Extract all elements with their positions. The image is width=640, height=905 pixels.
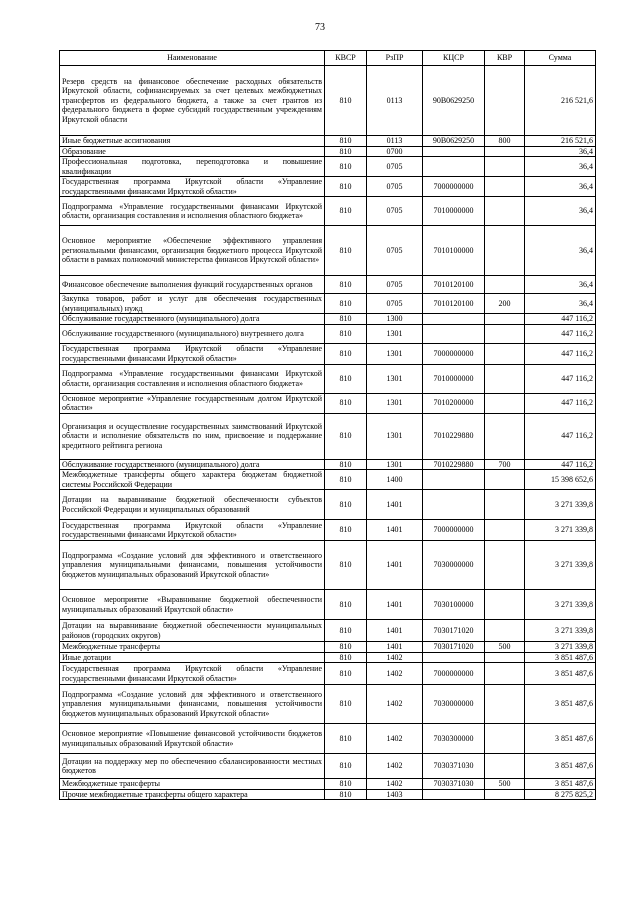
- row-sum-cell: 3 271 339,8: [525, 490, 596, 520]
- row-kvr-cell: [485, 364, 525, 393]
- row-sum-cell: 447 116,2: [525, 413, 596, 459]
- row-kvr-cell: 500: [485, 642, 525, 653]
- table-row: [60, 226, 596, 276]
- row-rzpr-cell: 0705: [367, 197, 423, 226]
- row-name-cell: Государственная программа Иркутской области «Управление государственными финансами Иркутской области»: [60, 177, 325, 197]
- column-header-kvsr: КВСР: [325, 51, 367, 66]
- table-row: [60, 197, 596, 226]
- row-kvsr-cell: 810: [325, 343, 367, 364]
- row-kvsr-cell: 810: [325, 157, 367, 177]
- row-rzpr-cell: 1301: [367, 393, 423, 413]
- table-row: [60, 520, 596, 541]
- table-row: [60, 459, 596, 470]
- table-header-row: [60, 51, 596, 66]
- row-kcsr-cell: [423, 652, 485, 663]
- row-sum-cell: 36,4: [525, 177, 596, 197]
- row-name-cell: Резерв средств на финансовое обеспечение расходных обязательств Иркутской области, софинансируемых за счет целевых межбюджетных трансфертов из федерального бюджета, а также за счет грантов из федерального бюджета в форме субсидий государственным учреждениям Иркутской области: [60, 66, 325, 136]
- row-rzpr-cell: 1402: [367, 779, 423, 790]
- row-kvsr-cell: 810: [325, 663, 367, 685]
- row-name-cell: Межбюджетные трансферты общего характера бюджетам бюджетной системы Российской Федерации: [60, 470, 325, 490]
- row-name-cell: Государственная программа Иркутской области «Управление государственными финансами Иркутской области»: [60, 520, 325, 541]
- row-name-cell: Основное мероприятие «Управление государственным долгом Иркутской области»: [60, 393, 325, 413]
- table-row: [60, 652, 596, 663]
- row-rzpr-cell: 0705: [367, 226, 423, 276]
- row-sum-cell: 447 116,2: [525, 343, 596, 364]
- row-kcsr-cell: 7010200000: [423, 393, 485, 413]
- table-row: [60, 157, 596, 177]
- row-name-cell: Подпрограмма «Управление государственными финансами Иркутской области, организация составления и исполнения областного бюджета»: [60, 197, 325, 226]
- row-rzpr-cell: 0705: [367, 276, 423, 294]
- row-kvr-cell: [485, 343, 525, 364]
- row-kvsr-cell: 810: [325, 459, 367, 470]
- row-kvr-cell: [485, 146, 525, 157]
- row-name-cell: Обслуживание государственного (муниципального) внутреннего долга: [60, 324, 325, 343]
- row-rzpr-cell: 1301: [367, 324, 423, 343]
- row-kcsr-cell: 7000000000: [423, 663, 485, 685]
- row-rzpr-cell: 1401: [367, 620, 423, 642]
- row-kcsr-cell: 7030000000: [423, 685, 485, 724]
- row-rzpr-cell: 0705: [367, 294, 423, 314]
- row-rzpr-cell: 0113: [367, 66, 423, 136]
- row-kcsr-cell: 7030300000: [423, 724, 485, 754]
- row-sum-cell: 36,4: [525, 146, 596, 157]
- row-kcsr-cell: 7010229880: [423, 459, 485, 470]
- row-sum-cell: 447 116,2: [525, 364, 596, 393]
- table-row: [60, 146, 596, 157]
- row-rzpr-cell: 1402: [367, 652, 423, 663]
- row-rzpr-cell: 1402: [367, 663, 423, 685]
- row-kvsr-cell: 810: [325, 146, 367, 157]
- row-kcsr-cell: 7010120100: [423, 294, 485, 314]
- budget-table: [59, 50, 596, 800]
- column-header-kvr: КВР: [485, 51, 525, 66]
- row-kcsr-cell: 90В0629250: [423, 136, 485, 147]
- row-sum-cell: 3 271 339,8: [525, 620, 596, 642]
- row-kvr-cell: [485, 393, 525, 413]
- row-kvsr-cell: 810: [325, 276, 367, 294]
- row-kvr-cell: 200: [485, 294, 525, 314]
- row-name-cell: Иные дотации: [60, 652, 325, 663]
- row-name-cell: Подпрограмма «Создание условий для эффективного и ответственного управления муниципальными финансами, повышения устойчивости бюджетов муниципальных образований Иркутской области»: [60, 541, 325, 590]
- row-kcsr-cell: 7010229880: [423, 413, 485, 459]
- row-name-cell: Подпрограмма «Создание условий для эффективного и ответственного управления муниципальными финансами, повышения устойчивости бюджетов муниципальных образований Иркутской области»: [60, 685, 325, 724]
- table-row: [60, 314, 596, 325]
- row-kvsr-cell: 810: [325, 789, 367, 800]
- row-rzpr-cell: 1301: [367, 364, 423, 393]
- table-row: [60, 620, 596, 642]
- row-sum-cell: 3 271 339,8: [525, 541, 596, 590]
- row-kvr-cell: [485, 541, 525, 590]
- row-kvsr-cell: 810: [325, 413, 367, 459]
- row-name-cell: Межбюджетные трансферты: [60, 779, 325, 790]
- table-row: [60, 324, 596, 343]
- row-kcsr-cell: 7010000000: [423, 364, 485, 393]
- row-rzpr-cell: 1400: [367, 470, 423, 490]
- row-name-cell: Профессиональная подготовка, переподготовка и повышение квалификации: [60, 157, 325, 177]
- row-kcsr-cell: 7000000000: [423, 177, 485, 197]
- row-kvsr-cell: 810: [325, 779, 367, 790]
- row-rzpr-cell: 0705: [367, 157, 423, 177]
- row-kvr-cell: [485, 177, 525, 197]
- row-kcsr-cell: [423, 490, 485, 520]
- row-rzpr-cell: 1403: [367, 789, 423, 800]
- row-rzpr-cell: 1402: [367, 724, 423, 754]
- row-kvr-cell: [485, 226, 525, 276]
- row-kvsr-cell: 810: [325, 324, 367, 343]
- table-row: [60, 685, 596, 724]
- table-row: [60, 136, 596, 147]
- row-kvr-cell: [485, 197, 525, 226]
- row-name-cell: Обслуживание государственного (муниципального) долга: [60, 459, 325, 470]
- row-rzpr-cell: 1402: [367, 754, 423, 779]
- row-rzpr-cell: 1300: [367, 314, 423, 325]
- row-kvr-cell: [485, 157, 525, 177]
- row-kvsr-cell: 810: [325, 470, 367, 490]
- row-sum-cell: 8 275 825,2: [525, 789, 596, 800]
- row-kvr-cell: [485, 652, 525, 663]
- row-kvr-cell: [485, 324, 525, 343]
- row-kcsr-cell: 7030000000: [423, 541, 485, 590]
- row-kvr-cell: [485, 620, 525, 642]
- row-name-cell: Дотации на выравнивание бюджетной обеспеченности субъектов Российской Федерации и муниципальных образований: [60, 490, 325, 520]
- table-row: [60, 343, 596, 364]
- row-name-cell: Финансовое обеспечение выполнения функций государственных органов: [60, 276, 325, 294]
- row-kvsr-cell: 810: [325, 490, 367, 520]
- table-row: [60, 663, 596, 685]
- row-kvsr-cell: 810: [325, 652, 367, 663]
- row-rzpr-cell: 1401: [367, 490, 423, 520]
- row-kvr-cell: [485, 470, 525, 490]
- row-sum-cell: 36,4: [525, 276, 596, 294]
- table-row: [60, 590, 596, 620]
- row-name-cell: Дотации на поддержку мер по обеспечению сбалансированности местных бюджетов: [60, 754, 325, 779]
- row-name-cell: Государственная программа Иркутской области «Управление государственными финансами Иркутской области»: [60, 663, 325, 685]
- row-sum-cell: 3 271 339,8: [525, 590, 596, 620]
- row-name-cell: Прочие межбюджетные трансферты общего характера: [60, 789, 325, 800]
- row-sum-cell: 3 851 487,6: [525, 724, 596, 754]
- table-row: [60, 470, 596, 490]
- row-kvsr-cell: 810: [325, 314, 367, 325]
- row-sum-cell: 447 116,2: [525, 314, 596, 325]
- row-kvsr-cell: 810: [325, 590, 367, 620]
- table-row: [60, 724, 596, 754]
- row-kvr-cell: [485, 66, 525, 136]
- row-name-cell: Дотации на выравнивание бюджетной обеспеченности муниципальных районов (городских округов): [60, 620, 325, 642]
- row-rzpr-cell: 0113: [367, 136, 423, 147]
- row-sum-cell: 216 521,6: [525, 66, 596, 136]
- row-rzpr-cell: 1401: [367, 590, 423, 620]
- table-row: [60, 276, 596, 294]
- row-sum-cell: 3 851 487,6: [525, 685, 596, 724]
- row-kvsr-cell: 810: [325, 294, 367, 314]
- row-sum-cell: 447 116,2: [525, 324, 596, 343]
- row-rzpr-cell: 1401: [367, 541, 423, 590]
- table-row: [60, 789, 596, 800]
- table-row: [60, 66, 596, 136]
- row-rzpr-cell: 1301: [367, 459, 423, 470]
- row-name-cell: Основное мероприятие «Выравнивание бюджетной обеспеченности муниципальных образований Иркутской области»: [60, 590, 325, 620]
- row-name-cell: Основное мероприятие «Обеспечение эффективного управления региональными финансами, организация бюджетного процесса Иркутской области в рамках полномочий министерства финансов Иркутской области»: [60, 226, 325, 276]
- row-kvr-cell: [485, 754, 525, 779]
- row-kvr-cell: [485, 789, 525, 800]
- row-kvsr-cell: 810: [325, 520, 367, 541]
- row-rzpr-cell: 1402: [367, 685, 423, 724]
- row-kcsr-cell: 7030100000: [423, 590, 485, 620]
- row-kvsr-cell: 810: [325, 136, 367, 147]
- row-sum-cell: 15 398 652,6: [525, 470, 596, 490]
- column-header-rzpr: РзПР: [367, 51, 423, 66]
- row-rzpr-cell: 1401: [367, 642, 423, 653]
- row-kcsr-cell: 7030371030: [423, 779, 485, 790]
- row-sum-cell: 3 271 339,8: [525, 642, 596, 653]
- row-kvsr-cell: 810: [325, 620, 367, 642]
- row-kcsr-cell: 7000000000: [423, 343, 485, 364]
- row-sum-cell: 36,4: [525, 157, 596, 177]
- row-kvsr-cell: 810: [325, 393, 367, 413]
- row-rzpr-cell: 1301: [367, 413, 423, 459]
- row-name-cell: Иные бюджетные ассигнования: [60, 136, 325, 147]
- row-kcsr-cell: [423, 789, 485, 800]
- row-kvsr-cell: 810: [325, 177, 367, 197]
- row-kvr-cell: 500: [485, 779, 525, 790]
- row-kcsr-cell: 7000000000: [423, 520, 485, 541]
- row-rzpr-cell: 1301: [367, 343, 423, 364]
- row-kvr-cell: [485, 520, 525, 541]
- row-kcsr-cell: 7030171020: [423, 642, 485, 653]
- row-name-cell: Основное мероприятие «Повышение финансовой устойчивости бюджетов муниципальных образований Иркутской области»: [60, 724, 325, 754]
- row-kvsr-cell: 810: [325, 541, 367, 590]
- row-name-cell: Образование: [60, 146, 325, 157]
- row-kcsr-cell: [423, 470, 485, 490]
- row-sum-cell: 447 116,2: [525, 459, 596, 470]
- table-row: [60, 393, 596, 413]
- row-sum-cell: 216 521,6: [525, 136, 596, 147]
- row-sum-cell: 447 116,2: [525, 393, 596, 413]
- row-kvsr-cell: 810: [325, 685, 367, 724]
- row-kvr-cell: [485, 413, 525, 459]
- row-kvsr-cell: 810: [325, 724, 367, 754]
- row-kvr-cell: [485, 314, 525, 325]
- row-name-cell: Обслуживание государственного (муниципального) долга: [60, 314, 325, 325]
- table-row: [60, 541, 596, 590]
- row-kvr-cell: [485, 590, 525, 620]
- row-kcsr-cell: [423, 314, 485, 325]
- row-kvsr-cell: 810: [325, 197, 367, 226]
- row-kcsr-cell: 90В0629250: [423, 66, 485, 136]
- row-sum-cell: 36,4: [525, 226, 596, 276]
- row-name-cell: Подпрограмма «Управление государственными финансами Иркутской области, организация составления и исполнения областного бюджета»: [60, 364, 325, 393]
- row-kvr-cell: 800: [485, 136, 525, 147]
- row-kcsr-cell: 7010000000: [423, 197, 485, 226]
- row-kvr-cell: [485, 685, 525, 724]
- table-row: [60, 490, 596, 520]
- row-kcsr-cell: 7030171020: [423, 620, 485, 642]
- row-kvsr-cell: 810: [325, 66, 367, 136]
- row-rzpr-cell: 0705: [367, 177, 423, 197]
- table-row: [60, 294, 596, 314]
- table-row: [60, 779, 596, 790]
- row-rzpr-cell: 1401: [367, 520, 423, 541]
- table-row: [60, 754, 596, 779]
- table-row: [60, 413, 596, 459]
- row-kcsr-cell: 7010120100: [423, 276, 485, 294]
- row-kvr-cell: [485, 276, 525, 294]
- row-kcsr-cell: [423, 157, 485, 177]
- column-header-name: Наименование: [60, 51, 325, 66]
- row-name-cell: Государственная программа Иркутской области «Управление государственными финансами Иркутской области»: [60, 343, 325, 364]
- table-row: [60, 177, 596, 197]
- row-sum-cell: 3 851 487,6: [525, 663, 596, 685]
- row-sum-cell: 36,4: [525, 197, 596, 226]
- table-row: [60, 642, 596, 653]
- row-kvsr-cell: 810: [325, 226, 367, 276]
- row-kvr-cell: 700: [485, 459, 525, 470]
- row-kcsr-cell: [423, 324, 485, 343]
- row-kcsr-cell: [423, 146, 485, 157]
- row-name-cell: Закупка товаров, работ и услуг для обеспечения государственных (муниципальных) нужд: [60, 294, 325, 314]
- row-name-cell: Межбюджетные трансферты: [60, 642, 325, 653]
- row-kvsr-cell: 810: [325, 364, 367, 393]
- row-sum-cell: 36,4: [525, 294, 596, 314]
- row-name-cell: Организация и осуществление государственных заимствований Иркутской области и исполнение обязательств по ним, присвоение и поддержание кредитного рейтинга региона: [60, 413, 325, 459]
- row-kvr-cell: [485, 490, 525, 520]
- column-header-kcsr: КЦСР: [423, 51, 485, 66]
- page-number: 73: [315, 22, 325, 33]
- row-kvsr-cell: 810: [325, 642, 367, 653]
- column-header-sum: Сумма: [525, 51, 596, 66]
- row-kvsr-cell: 810: [325, 754, 367, 779]
- row-rzpr-cell: 0700: [367, 146, 423, 157]
- row-sum-cell: 3 851 487,6: [525, 779, 596, 790]
- row-kvr-cell: [485, 724, 525, 754]
- row-kvr-cell: [485, 663, 525, 685]
- table-row: [60, 364, 596, 393]
- row-kcsr-cell: 7030371030: [423, 754, 485, 779]
- row-sum-cell: 3 271 339,8: [525, 520, 596, 541]
- row-kcsr-cell: 7010100000: [423, 226, 485, 276]
- row-sum-cell: 3 851 487,6: [525, 652, 596, 663]
- row-sum-cell: 3 851 487,6: [525, 754, 596, 779]
